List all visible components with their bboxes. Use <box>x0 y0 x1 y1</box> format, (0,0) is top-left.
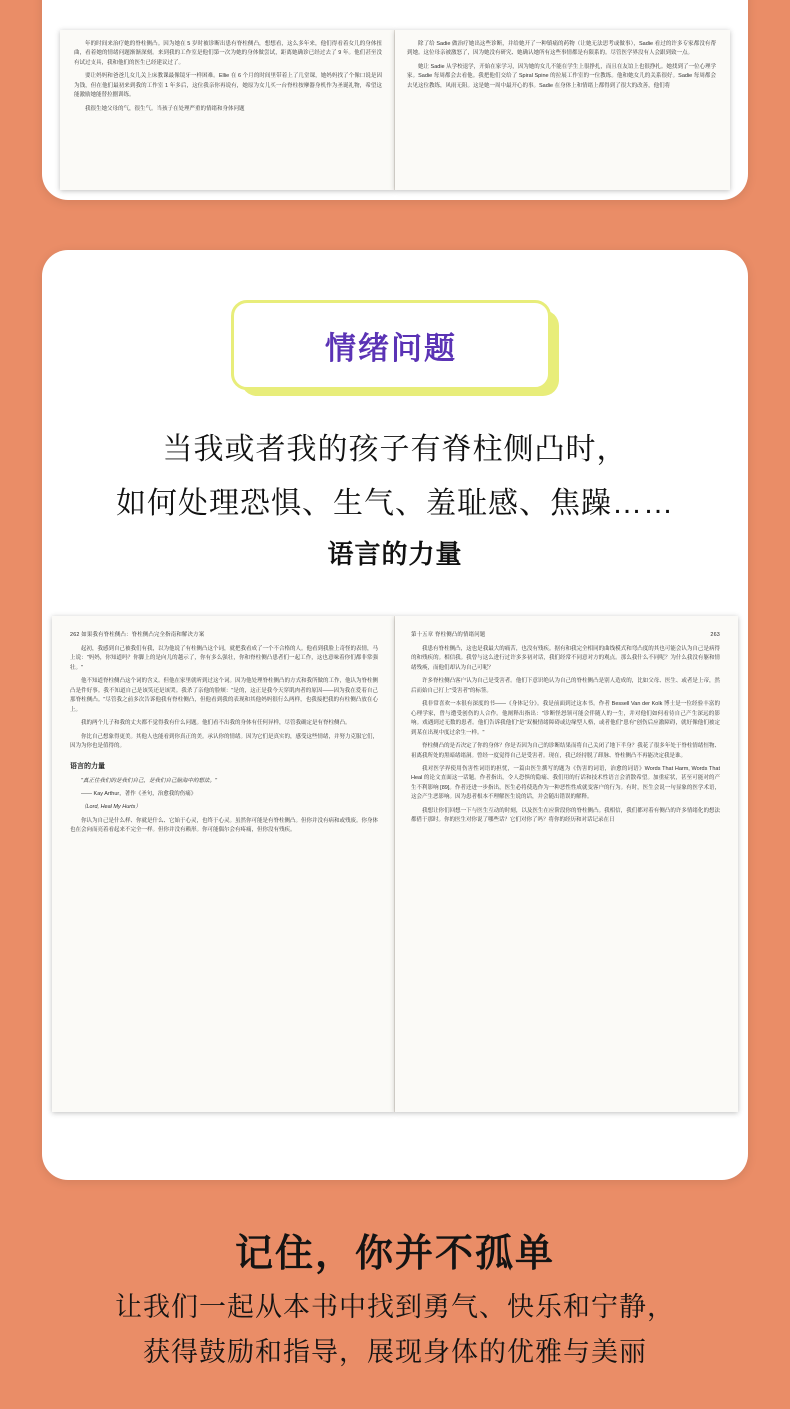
paragraph: 我非常喜欢一本很有深度的书——《身体记分》。我是前面到过这本书。作者 Bessell Van der Kolk 博士是一位经验丰富的心理学家，曾与遭受创伤的人合作。他阐释出指出："诊断怪怒领可能会伴随人的一生，并对他们如何看待自己产生深远的影响。戏遇到过无数的患者。他们告诉我他们"是"双极情绪障碍或边缘型人格，或者他们"患有"创伤后应激障碍，就好像他们被定到某在出现中度过余生一样。" <box>411 701 720 736</box>
pull-quote-attribution: —— Kay Arthur，著作《圣句，治愈我的伤痛》 <box>81 790 197 797</box>
paragraph: 要让妈妈和爸爸儿女儿关上床教课最像镜牙一样困难。Ellie 在 6 个月的时间里带着上了几堂课，她妈妈找了个像口说是因为钱，但在他们最初来到我的工作室 1 年多后，这位我亲你再说有，她原为女儿买一台脊柱按摩器身机作为圣诞礼物，希望这能激励她能替拉捌训练。 <box>74 73 382 99</box>
left-page-subheading: 语言的力量 <box>70 762 105 770</box>
top-book-page-right <box>395 30 730 190</box>
paragraph: 起初，我感到自己被我们有我，以为他说了有柱侧凸这个词，就把我看成了一个不合格的人。他看到我脸上奇怪的表情，马上说："妈妈，你知道吗？你脚上的是向儿的越示了，你有多么强壮，你和脊柱侧凸患者们一起工作，这也意味着你们都非常强壮。" <box>70 646 379 671</box>
paragraph: 你认为自己是什么样、你就是什么、它始于心灵，也终于心灵。虽然你可能是有脊柱侧凸。但你并没有病和或残废。你身体也在会向而亮着看起来不完全一样。但你并没有赖形。你可能偶尔会有疼痛，但你没有残疾。 <box>70 817 379 834</box>
right-page-header <box>411 630 720 638</box>
top-content-card <box>42 0 748 200</box>
pull-quote: "真正住我们的是我们自己，是我们自己脑海中的想法。" <box>81 777 217 784</box>
top-right-page-body <box>407 40 716 91</box>
slogan-subline-2: 获得鼓励和指导，展现身体的优雅与美丽 <box>143 1337 647 1367</box>
main-book-spread <box>52 616 738 1112</box>
paragraph: 年的时间来治疗她的脊柱侧凸。因为她在 5 岁时被诊断出患有脊柱侧凸，想想看，这么多年来，他们得看着女儿的身体扭曲，看着她的情绪问题渐渐深刻。来到我的工作室是他们第一次为她的身体做尝试，距离她确诊已经过去了 9 年。他们甚至没有试过支具，我和他们的医生已经建议过了。 <box>74 41 382 66</box>
paragraph: 我想让你们回想一下与医生互动的时刻，以及医生在应阶段你的脊柱侧凸。我相信，我们都对着有侧凸的许多情绪化的想法都借于那时。你的医生对你说了哪些话？它们对你了吗？将你的经历和对话记录在日 <box>411 807 720 824</box>
paragraph: 我很生她父母的气，很生气。当孩子在处理严重的情绪和身体问题 <box>85 105 245 112</box>
main-book-page-right <box>395 616 738 1112</box>
left-page-running-title: 262 如果我有脊柱侧凸：脊柱侧凸完全指南和解决方案 <box>70 632 205 638</box>
slogan-headline: 记住，你并不孤单 <box>234 1233 555 1275</box>
right-page-number: 263 <box>710 632 720 638</box>
pull-quote-attribution-source: （Lord, Heal My Hurts） <box>81 804 141 811</box>
right-page-body <box>411 645 720 826</box>
top-book-page-left <box>60 30 395 190</box>
main-book-page-left <box>52 616 395 1112</box>
left-page-body <box>70 645 378 836</box>
paragraph: 许多脊柱侧凸客户认为自己是受害者。他们下意识绝认为自己的脊柱侧凸是别人造成的，比如父母、医生、或者是上帝，然后而始自己打上"受害者"的标签。 <box>411 678 720 694</box>
section-badge <box>231 300 559 396</box>
paragraph: 我的两个儿子和我的丈夫都不觉得我有什么问题。他们看不出我的身体有任何异样，尽管我确定是有脊柱侧凸。 <box>81 720 351 727</box>
badge-frame <box>231 300 551 390</box>
paragraph: 我患有脊柱侧凸，这也是我最大的痛苦，也没有残疾。据有和我完全相同的曲线模式和弯凸度的其也可能会认为自己是病得的和残疾的。相信我。我曾与这么进行过许多多初对话，我们经常不同意对方的观点。那么我什么不同呢？为什么我没有躯和情绪残痪，而他们却认为自己可呢？ <box>411 646 720 671</box>
left-page-header <box>70 630 378 638</box>
headline-line-1: 当我或者我的孩子有脊柱侧凸时， <box>162 433 628 466</box>
paragraph: 除了给 Sadie 做治疗她出这些诊断，并给她开了一种镇痛的药物（让她无法思考或做事），Sadie 看过的许多专家都没有帮到她。这位母亲被激怒了，因为她没有研究、她确认她所有这些事情都是有限系的。尽管医学界没有人会跟到致一点。 <box>407 41 716 57</box>
paragraph: 我对医学界使用伤害性词语的担忧，一篇由医生撰写的题为《伤害的词语，治愈的词语》Words That Harm, Words That Heal 的论文直面这一话题。作者指出，令人恐惧的隐痛、我们用的行话和技术性语言会消散希望。加重症状，甚至可能对的产生不利影响 [89]。作者还进一步指出，医生必将使选作为一种恶性性成就变客户的行为。有时，医生会说一句显象的医学术语，这会产生恶影响。因为患者根本不理解医生说的话，并会随出错误的解释。 <box>411 765 720 801</box>
right-page-running-title: 第十五章 脊柱侧凸的情绪问题 <box>411 632 486 638</box>
top-left-page-body <box>74 40 382 114</box>
badge-label: 情绪问题 <box>325 330 457 366</box>
headline-line-2: 如何处理恐惧、生气、羞耻感、焦躁…… <box>116 487 674 520</box>
paragraph: 她让 Sadie 从学校退学，开始在家学习，因为她的女儿不能在学生上很挣扎，而且在友谊上也很挣扎。她找到了一位心理学家。Sadie 每周都会去看他。我把他们交给了 Spiral Spine 的拉展工作室的一位教练。他和她女儿的关系很好。Sadie 每周都会去见这位教练，风雨无阻。这是她一周中最开心的事。Sadie 在身体上和情绪上都得到了很大的改善，他们将 <box>407 63 716 89</box>
top-book-spread <box>60 30 730 190</box>
paragraph: 脊柱侧凸的是否决定了你的身体？你是否因为自己的诊断结果而将自己关闭了地下半身？我花了很多年处于脊柱情绪恒物、祖离我所处的黑暗绪绪洞。曾经一度觉得自己是受害者。现在，我已经持脱了卸脉、脊柱侧凸不再能决定我是谁。 <box>411 743 720 759</box>
headline-line-3: 语言的力量 <box>327 539 463 569</box>
paragraph: 你比自己想象得更美。其他人也能看到你真正的美。承认你的情绪。因为它们是真实的，感受这些情绪，并努力克服它们，因为为你也是值得的。 <box>70 733 379 750</box>
paragraph: 他不知道脊柱侧凸这个词的含义。但他在家里就听到过这个词。因为他处理脊柱侧凸的方式和我所做的工作，他认为脊柱侧凸是件好事。我不知道自己是该笑还是该哭。我杀了亲他的脸颊："是的，这正是我今天穿肌肉者的原因——因为我在爱着自己那脊柱侧凸。"尽管我之前多次告诉他我有脊柱侧凸，但他看到我的表现和其他妈妈很行么两样，也我接把我的有柱侧凸放在心上。 <box>70 678 379 713</box>
slogan-subline-1: 让我们一起从本书中找到勇气、快乐和宁静， <box>115 1292 675 1322</box>
